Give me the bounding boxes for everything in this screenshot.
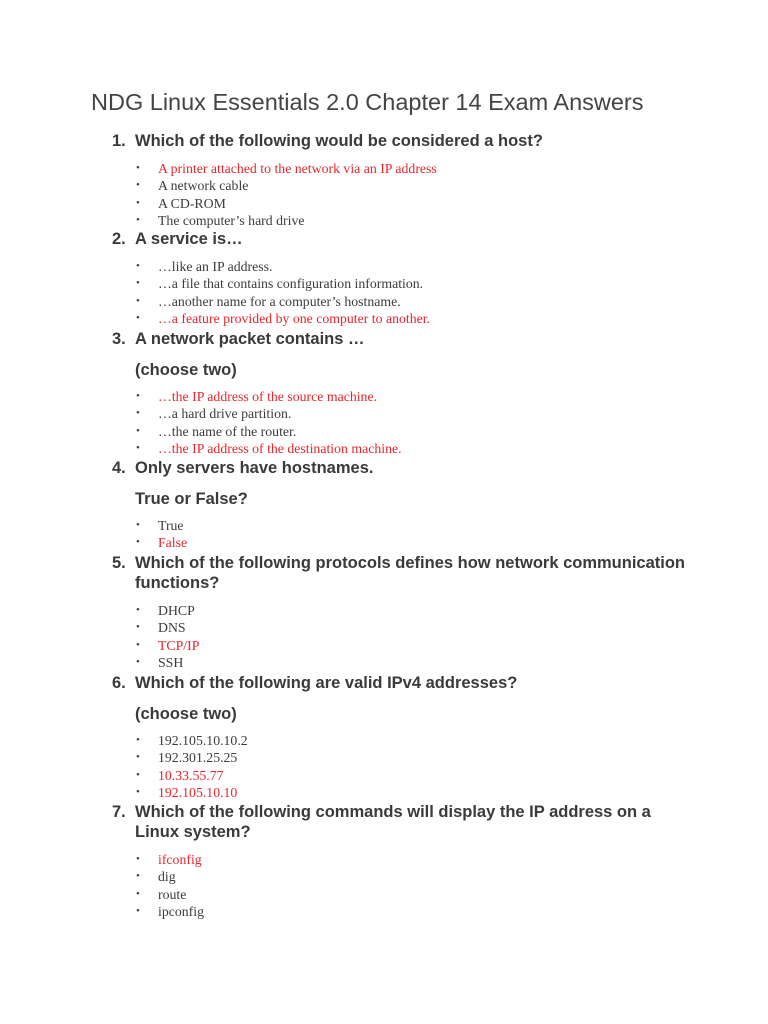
answer-option-text: DHCP: [158, 603, 195, 618]
question-number: 7.: [112, 803, 126, 821]
bullet-icon: •: [136, 904, 140, 917]
bullet-icon: •: [136, 853, 140, 865]
question-text: Which of the following protocols defines how network communication functions?: [135, 554, 686, 592]
answer-option-text: A CD-ROM: [158, 195, 226, 211]
answer-option-text: dig: [158, 869, 176, 885]
answer-option-text: SSH: [158, 654, 184, 670]
answer-option-text: …a feature provided by one computer to another.: [158, 310, 431, 326]
bullet-icon: •: [136, 294, 140, 307]
bullet-icon: •: [136, 870, 140, 883]
bullet-icon: •: [136, 162, 140, 174]
answer-option-text: DNS: [158, 620, 186, 636]
question-number: 2.: [112, 230, 126, 248]
question-text: Only servers have hostnames.: [135, 459, 374, 477]
answer-option-text: …the IP address of the source machine.: [158, 389, 378, 404]
bullet-icon: •: [136, 407, 140, 420]
answer-option-text: …a file that contains configuration information.: [158, 276, 424, 292]
bullet-icon: •: [136, 424, 140, 437]
bullet-icon: •: [136, 655, 140, 668]
bullet-icon: •: [136, 260, 140, 272]
bullet-icon: •: [136, 519, 140, 531]
bullet-icon: •: [136, 604, 140, 616]
bullet-icon: •: [136, 213, 140, 226]
question-number: 1.: [112, 132, 126, 150]
bullet-icon: •: [136, 768, 140, 781]
answer-option-text: The computer’s hard drive: [158, 212, 305, 228]
question-number: 4.: [112, 459, 126, 477]
answer-option-text: A network cable: [158, 178, 249, 194]
question-number: 5.: [112, 554, 126, 572]
answer-option-text: TCP/IP: [158, 637, 200, 653]
answer-option-text: route: [158, 886, 187, 902]
answer-option-text: True: [158, 518, 184, 533]
page-title: NDG Linux Essentials 2.0 Chapter 14 Exam Answers: [91, 89, 644, 115]
answer-option-text: …a hard drive partition.: [158, 406, 292, 422]
bullet-icon: •: [136, 751, 140, 764]
answer-option-text: …the IP address of the destination machine.: [158, 440, 402, 456]
question-text: Which of the following would be considered a host?: [135, 132, 543, 150]
bullet-icon: •: [136, 887, 140, 900]
bullet-icon: •: [136, 277, 140, 290]
bullet-icon: •: [136, 311, 140, 324]
question-number: 3.: [112, 330, 126, 348]
answer-option-text: 192.105.10.10.2: [158, 733, 248, 748]
question-text: Which of the following commands will display the IP address on a Linux system?: [135, 803, 651, 841]
question-text: A service is…: [135, 230, 243, 248]
answer-option-text: A printer attached to the network via an IP address: [158, 161, 437, 176]
answer-option-text: 10.33.55.77: [158, 767, 224, 783]
answer-option-text: 192.301.25.25: [158, 750, 238, 766]
answer-option-text: …like an IP address.: [158, 259, 273, 274]
answer-option-text: …the name of the router.: [158, 423, 297, 439]
bullet-icon: •: [136, 390, 140, 402]
question-number: 6.: [112, 674, 126, 692]
answer-option-text: …another name for a computer’s hostname.: [158, 293, 401, 309]
bullet-icon: •: [136, 536, 140, 549]
answer-option-text: 192.105.10.10: [158, 784, 238, 800]
answer-option-text: False: [158, 535, 188, 551]
question-subtext: (choose two): [135, 361, 237, 379]
bullet-icon: •: [136, 621, 140, 634]
bullet-icon: •: [136, 441, 140, 454]
bullet-icon: •: [136, 638, 140, 651]
bullet-icon: •: [136, 196, 140, 209]
question-text: A network packet contains …: [135, 330, 365, 348]
question-subtext: True or False?: [135, 490, 248, 508]
answer-option-text: ifconfig: [158, 852, 202, 867]
bullet-icon: •: [136, 785, 140, 798]
bullet-icon: •: [136, 734, 140, 746]
answer-option-text: ipconfig: [158, 903, 204, 919]
bullet-icon: •: [136, 179, 140, 192]
question-subtext: (choose two): [135, 705, 237, 723]
question-text: Which of the following are valid IPv4 addresses?: [135, 674, 518, 692]
